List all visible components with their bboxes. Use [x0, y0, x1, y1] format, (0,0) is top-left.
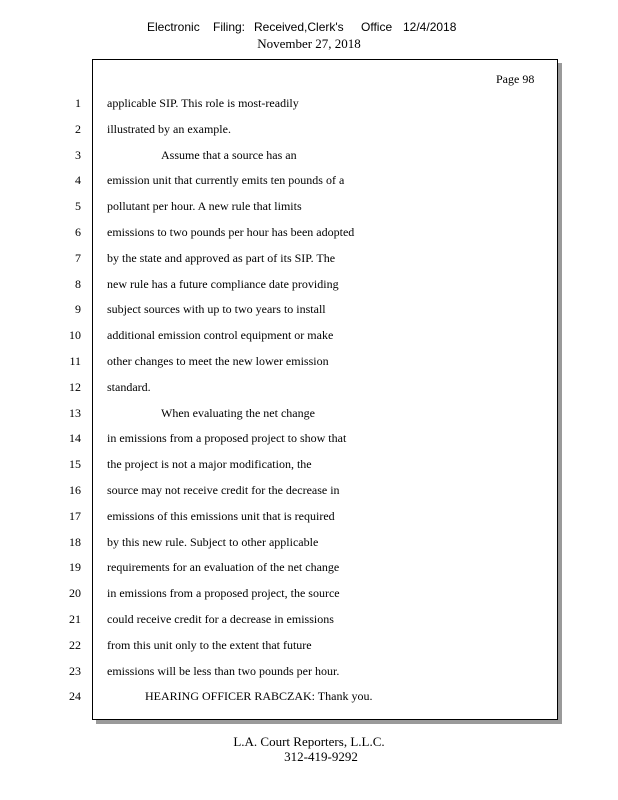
line-number: 4: [75, 173, 81, 187]
filing-word-received: Received,Clerk's: [254, 20, 344, 34]
transcript-line: by the state and approved as part of its SIP. The: [107, 251, 336, 265]
line-number: 22: [69, 638, 81, 652]
transcript-line: by this new rule. Subject to other applicable: [107, 535, 319, 549]
line-number: 15: [69, 457, 81, 471]
line-number: 7: [75, 251, 81, 265]
line-number: 23: [69, 664, 81, 678]
line-number: 3: [75, 148, 81, 162]
transcript-line: source may not receive credit for the decrease in: [107, 483, 340, 497]
footer-company: L.A. Court Reporters, L.L.C.: [233, 734, 385, 749]
transcript-line: emission unit that currently emits ten pounds of a: [107, 173, 345, 187]
line-number: 19: [69, 560, 81, 574]
line-number: 14: [69, 431, 81, 445]
transcript-line: HEARING OFFICER RABCZAK: Thank you.: [145, 689, 373, 703]
line-number: 11: [69, 354, 81, 368]
transcript-line: additional emission control equipment or make: [107, 328, 334, 342]
line-number: 20: [69, 586, 81, 600]
transcript-line: Assume that a source has an: [161, 148, 297, 162]
line-number: 17: [69, 509, 81, 523]
transcript-line: emissions to two pounds per hour has been adopted: [107, 225, 355, 239]
filing-date-stamp: 12/4/2018: [403, 20, 457, 34]
line-number: 13: [69, 406, 81, 420]
line-number: 12: [69, 380, 81, 394]
line-number: 10: [69, 328, 81, 342]
transcript-line: emissions will be less than two pounds per hour.: [107, 664, 340, 678]
transcript-line: the project is not a major modification, the: [107, 457, 312, 471]
line-number: 2: [75, 122, 81, 136]
line-number: 9: [75, 302, 81, 316]
transcript-line: requirements for an evaluation of the net change: [107, 560, 340, 574]
line-number: 6: [75, 225, 81, 239]
filing-word-filing: Filing:: [213, 20, 246, 34]
transcript-line: subject sources with up to two years to install: [107, 302, 326, 316]
transcript-line: illustrated by an example.: [107, 122, 231, 136]
filing-word-office: Office: [361, 20, 393, 34]
transcript-line: other changes to meet the new lower emission: [107, 354, 329, 368]
line-number: 5: [75, 199, 81, 213]
line-number: 8: [75, 277, 81, 291]
transcript-date: November 27, 2018: [257, 36, 361, 51]
transcript-line: pollutant per hour. A new rule that limits: [107, 199, 302, 213]
line-number: 16: [69, 483, 81, 497]
line-number: 1: [75, 96, 81, 110]
transcript-line: in emissions from a proposed project to show that: [107, 431, 347, 445]
transcript-line: emissions of this emissions unit that is required: [107, 509, 335, 523]
line-number: 24: [69, 689, 81, 703]
transcript-line: When evaluating the net change: [161, 406, 315, 420]
page-number: Page 98: [496, 72, 535, 86]
line-number: 21: [69, 612, 81, 626]
transcript-line: in emissions from a proposed project, the source: [107, 586, 340, 600]
transcript-line: from this unit only to the extent that future: [107, 638, 312, 652]
footer-phone: 312-419-9292: [284, 749, 358, 764]
transcript-line: could receive credit for a decrease in emissions: [107, 612, 334, 626]
transcript-line: standard.: [107, 380, 151, 394]
transcript-line: new rule has a future compliance date providing: [107, 277, 339, 291]
filing-word-electronic: Electronic: [147, 20, 200, 34]
filing-stamp: [0, 20, 618, 34]
transcript-line: applicable SIP. This role is most-readily: [107, 96, 299, 110]
line-number: 18: [69, 535, 81, 549]
